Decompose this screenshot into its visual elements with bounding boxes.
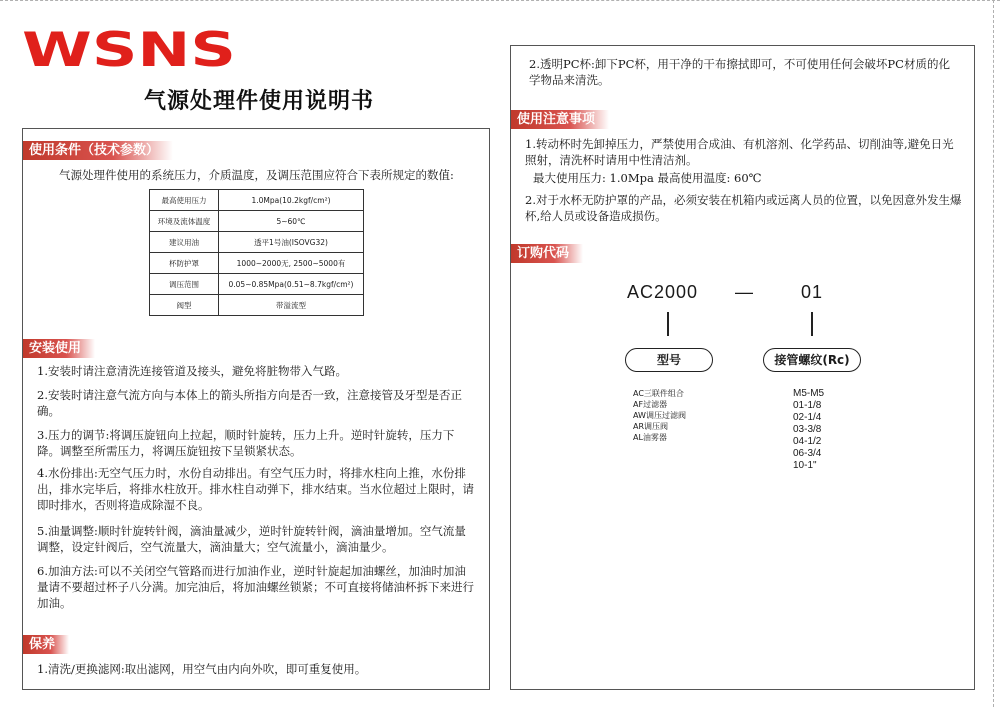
spec-value: 0.05~0.85Mpa(0.51~8.7kgf/cm²) <box>219 274 364 295</box>
install-item: 1.安装时请注意清洗连接管道及接头，避免将脏物带入气路。 <box>37 364 347 378</box>
spec-value: 透平1号油(ISOVG32) <box>219 232 364 253</box>
port-size-option: 06-3/4 <box>793 448 822 459</box>
spec-key: 调压范围 <box>150 274 219 295</box>
install-item: 2.安装时请注意气流方向与本体上的箭头所指方向是否一致，注意接管及牙型是否正确。 <box>37 388 462 418</box>
port-size-option: 01-1/8 <box>793 400 822 411</box>
install-item: 6.加油方法:可以不关闭空气管路而进行加油作业，逆时针旋起加油螺丝，加油时加油量请不要超过杯子八分满。加完油后，将加油螺丝锁紧；不可直接将储油杯拆下来进行加油。 <box>37 564 474 610</box>
model-option: AW调压过滤阀 <box>633 411 686 420</box>
wsns-logo <box>22 26 238 72</box>
order-heading: 订购代码 <box>511 244 583 263</box>
install-item: 3.压力的调节:将调压旋钮向上拉起，顺时针旋转，压力上升。逆时针旋转，压力下降。调整至所需压力，将调压旋钮按下呈锁紧状态。 <box>37 428 455 458</box>
right-page-edge <box>993 0 994 707</box>
spec-row <box>150 211 364 232</box>
model-option: AR调压阀 <box>633 422 669 431</box>
port-size-option: 04-1/2 <box>793 436 822 447</box>
code-model: AC2000 <box>627 282 699 302</box>
maintenance-heading: 保养 <box>23 635 69 654</box>
port-size-option: M5-M5 <box>793 388 825 399</box>
model-option: AF过滤器 <box>633 400 668 409</box>
install-item: 5.油量调整:顺时针旋转针阀，滴油量减少，逆时针旋转针阀，滴油量增加。空气流量调整，设定针阀后，空气流量大，滴油量大；空气流量小，滴油量少。 <box>37 524 466 554</box>
model-connector <box>667 312 669 336</box>
spec-key: 环境及流体温度 <box>150 211 219 232</box>
port-size-option: 03-3/8 <box>793 424 822 435</box>
notes-item: 最大使用压力: 1.0Mpa 最高使用温度: 60℃ <box>533 171 762 185</box>
code-port: 01 <box>801 282 824 302</box>
conditions-heading: 使用条件（技术参数） <box>23 141 173 160</box>
port-connector <box>811 312 813 336</box>
port-size-option: 02-1/4 <box>793 412 822 423</box>
spec-value: 带溢流型 <box>219 295 364 316</box>
notes-heading: 使用注意事项 <box>511 110 609 129</box>
model-option: AL油雾器 <box>633 433 667 442</box>
model-label: 型号 <box>625 348 713 372</box>
port-size-options <box>793 388 824 472</box>
model-options <box>633 388 686 443</box>
port-size-option: 10-1" <box>793 460 817 471</box>
spec-value: 1000~2000无, 2500~5000有 <box>219 253 364 274</box>
spec-key: 最高使用压力 <box>150 190 219 211</box>
install-item: 4.水份排出:无空气压力时，水份自动排出。有空气压力时，将排水柱向上推，水份排出，排水完毕后，将排水柱放开。排水柱自动弹下，排水结束。当水位超过上限时，请即时排水，否则将造成除湿不良。 <box>37 466 474 512</box>
spec-row <box>150 190 364 211</box>
code-dash: — <box>735 282 754 302</box>
conditions-intro: 气源处理件使用的系统压力，介质温度，及调压范围应符合下表所规定的数值: <box>59 168 454 182</box>
maintenance-item: 1.清洗/更换滤网:取出滤网，用空气由内向外吹，即可重复使用。 <box>37 662 367 676</box>
port-label: 接管螺纹(Rc) <box>763 348 861 372</box>
spec-row <box>150 274 364 295</box>
install-heading: 安装使用 <box>23 339 95 358</box>
notes-item: 2.对于水杯无防护罩的产品，必须安装在机箱内或远离人员的位置，以免因意外发生爆杯,给人员或设备造成损伤。 <box>525 193 962 223</box>
spec-value: 5~60℃ <box>219 211 364 232</box>
spec-row <box>150 232 364 253</box>
maintenance-item: 2.透明PC杯:卸下PC杯，用干净的干布擦拭即可，不可使用任何会破坏PC材质的化学物品来清洗。 <box>529 57 950 87</box>
document-title: 气源处理件使用说明书 <box>144 89 375 114</box>
spec-key: 建议用油 <box>150 232 219 253</box>
left-panel <box>22 128 490 690</box>
spec-key: 杯防护罩 <box>150 253 219 274</box>
spec-key: 阀型 <box>150 295 219 316</box>
spec-table <box>149 189 364 316</box>
spec-value: 1.0Mpa(10.2kgf/cm²) <box>219 190 364 211</box>
model-option: AC三联件组合 <box>633 389 684 398</box>
spec-row <box>150 295 364 316</box>
right-panel <box>510 45 975 690</box>
spec-row <box>150 253 364 274</box>
notes-item: 1.转动杯时先卸掉压力，严禁使用合成油、有机溶剂、化学药品、切削油等,避免日光照射，清洗杯时请用中性清洁剂。 <box>525 137 954 167</box>
svg-text:WSNS: WSNS <box>22 26 236 72</box>
top-page-edge <box>0 0 1000 1</box>
